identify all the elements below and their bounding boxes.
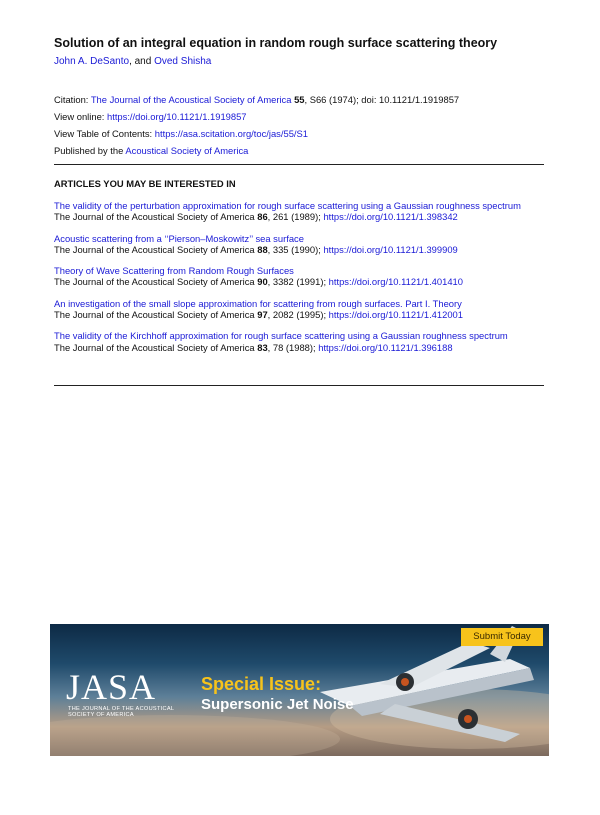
toc-link[interactable]: https://asa.scitation.org/toc/jas/55/S1 — [154, 128, 308, 139]
jasa-logo: JASA — [66, 667, 157, 707]
related-article-doi-link[interactable]: https://doi.org/10.1121/1.412001 — [328, 309, 463, 321]
citation-label: Citation: — [54, 94, 91, 105]
related-article-title-link[interactable]: Theory of Wave Scattering from Random Rough Surfaces — [54, 265, 294, 277]
related-article-pages: , 3382 (1991); — [267, 276, 329, 288]
related-article — [54, 265, 546, 288]
jasa-ad-banner[interactable] — [50, 624, 549, 756]
related-article-pages: , 261 (1989); — [267, 211, 324, 223]
publisher-link[interactable]: Acoustical Society of America — [125, 145, 249, 156]
jasa-logo-subtitle: THE JOURNAL OF THE ACOUSTICAL SOCIETY OF AMERICA — [68, 706, 175, 719]
related-article-title-link[interactable]: Acoustic scattering from a ‘‘Pierson–Moskowitz’’ sea surface — [54, 232, 304, 244]
citation-block — [54, 91, 459, 159]
published-label: Published by the — [54, 145, 126, 156]
citation-volume: 55 — [294, 94, 305, 105]
article-title: Solution of an integral equation in random rough surface scattering theory — [54, 36, 498, 50]
related-article-doi-link[interactable]: https://doi.org/10.1121/1.398342 — [323, 211, 458, 223]
related-article-title-link[interactable]: The validity of the Kirchhoff approximation for rough surface scattering using a Gaussian roughness spectrum — [54, 330, 508, 342]
divider-top — [54, 164, 544, 165]
related-article-volume: 86 — [257, 211, 268, 223]
published-line — [54, 142, 459, 159]
related-article — [54, 200, 546, 223]
related-articles-list — [54, 200, 546, 363]
related-article — [54, 233, 546, 256]
related-article-journal: The Journal of the Acoustical Society of America — [54, 341, 255, 353]
view-online-label: View online: — [54, 111, 107, 122]
submit-today-button[interactable]: Submit Today — [461, 628, 543, 646]
toc-line — [54, 125, 459, 142]
toc-label: View Table of Contents: — [54, 128, 155, 139]
author-link-shisha[interactable]: Oved Shisha — [154, 56, 212, 67]
author-list — [54, 56, 211, 67]
related-article-doi-link[interactable]: https://doi.org/10.1121/1.396188 — [318, 341, 453, 353]
related-article-journal: The Journal of the Acoustical Society of America — [54, 309, 255, 321]
divider-bottom — [54, 385, 544, 386]
related-article-doi-link[interactable]: https://doi.org/10.1121/1.399909 — [323, 243, 458, 255]
view-online-link[interactable]: https://doi.org/10.1121/1.1919857 — [107, 111, 247, 122]
citation-journal-link[interactable]: The Journal of the Acoustical Society of America — [90, 94, 292, 105]
related-article-volume: 83 — [257, 341, 268, 353]
citation-rest: , S66 (1974); doi: 10.1121/1.1919857 — [304, 94, 460, 105]
special-issue-topic: Supersonic Jet Noise — [201, 696, 354, 713]
related-article-pages: , 78 (1988); — [267, 341, 319, 353]
related-article-journal: The Journal of the Acoustical Society of America — [54, 276, 255, 288]
related-articles-heading: ARTICLES YOU MAY BE INTERESTED IN — [54, 178, 236, 189]
related-article-pages: , 2082 (1995); — [267, 309, 329, 321]
special-issue-heading: Special Issue: — [201, 674, 322, 694]
author-link-desanto[interactable]: John A. DeSanto — [54, 56, 130, 67]
related-article-doi-link[interactable]: https://doi.org/10.1121/1.401410 — [328, 276, 463, 288]
related-article-volume: 90 — [257, 276, 268, 288]
related-article-journal: The Journal of the Acoustical Society of America — [54, 211, 255, 223]
related-article — [54, 330, 546, 353]
related-article-title-link[interactable]: The validity of the perturbation approximation for rough surface scattering using a Gaussian roughness spectrum — [54, 200, 521, 211]
view-online-line — [54, 108, 459, 125]
related-article-journal: The Journal of the Acoustical Society of America — [54, 243, 255, 255]
related-article — [54, 298, 546, 321]
related-article-volume: 88 — [257, 243, 268, 255]
author-separator: , and — [129, 56, 155, 67]
related-article-title-link[interactable]: An investigation of the small slope approximation for scattering from rough surfaces. Part I. Theory — [54, 297, 462, 309]
citation-line — [54, 91, 459, 108]
related-article-pages: , 335 (1990); — [267, 243, 324, 255]
related-article-volume: 97 — [257, 309, 268, 321]
